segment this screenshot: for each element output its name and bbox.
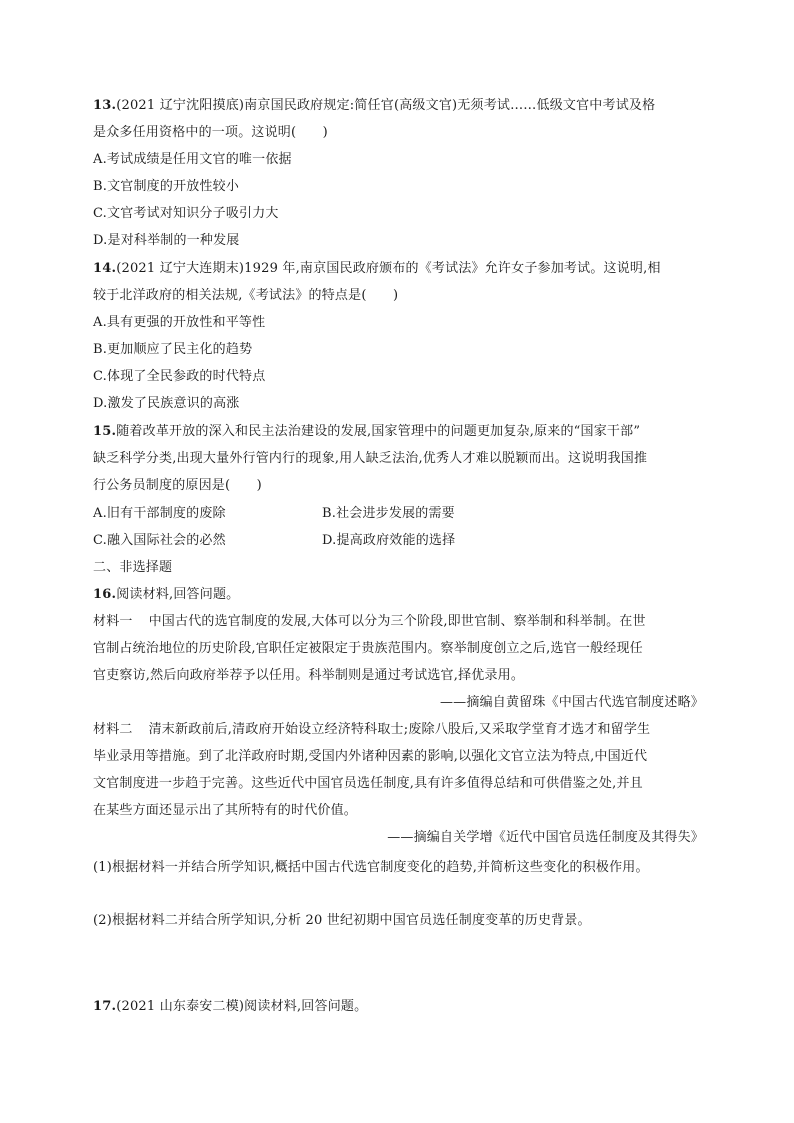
q17-number: 17. <box>93 999 117 1014</box>
q13-stem-line2: 是众多任用资格中的一项。这说明( ) <box>93 125 328 140</box>
q15-options-row1 <box>93 506 703 522</box>
q15-text-line1: 随着改革开放的深入和民主法治建设的发展,国家管理中的问题更加复杂,原来的“国家干部” <box>116 424 641 439</box>
q16-subquestion-1: (1)根据材料一并结合所学知识,概括中国古代选官制度变化的趋势,并简析这些变化的积极作用。 <box>93 860 649 875</box>
q14-text-line1: (2021 辽宁大连期末)1929 年,南京国民政府颁布的《考试法》允许女子参加考试。这说明,相 <box>116 261 661 276</box>
section-heading-non-choice: 二、非选择题 <box>93 560 173 575</box>
q14-stem-line1 <box>93 261 703 277</box>
q17-text: (2021 山东泰安二模)阅读材料,回答问题。 <box>116 999 368 1014</box>
q15-option-c: C.融入国际社会的必然 <box>93 533 226 548</box>
q16-material1-label: 材料一 <box>93 614 133 629</box>
q16-material1-text1: 中国古代的选官制度的发展,大体可以分为三个阶段,即世官制、察举制和科举制。在世 <box>148 614 646 629</box>
q13-option-a: A.考试成绩是任用文官的唯一依据 <box>93 152 292 167</box>
q16-material1-source: ——摘编自黄留珠《中国古代选官制度述略》 <box>439 695 704 710</box>
q16-number: 16. <box>93 587 117 602</box>
q13-stem-line1 <box>93 98 703 114</box>
q16-material1-line2: 官制占统治地位的历史阶段,官职任定被限定于贵族范围内。察举制度创立之后,选官一般经现任 <box>93 641 643 656</box>
q13-text-line1: (2021 辽宁沈阳摸底)南京国民政府规定:简任官(高级文官)无须考试……低级文官中考试及格 <box>116 98 656 113</box>
q16-material2-line4: 在某些方面还显示出了其所特有的时代价值。 <box>93 803 358 818</box>
q15-stem-line1 <box>93 424 703 440</box>
q16-subquestion-2: (2)根据材料二并结合所学知识,分析 20 世纪初期中国官员选任制度变革的历史背景。 <box>93 913 591 928</box>
q13-number: 13. <box>93 98 117 113</box>
q14-stem-line2: 较于北洋政府的相关法规,《考试法》的特点是( ) <box>93 288 399 303</box>
q15-option-d: D.提高政府效能的选择 <box>322 533 456 548</box>
q16-material1-line3: 官吏察访,然后向政府举荐予以任用。科举制则是通过考试选官,择优录用。 <box>93 668 525 683</box>
q16-material2-source: ——摘编自关学增《近代中国官员选任制度及其得失》 <box>387 830 704 845</box>
q14-number: 14. <box>93 261 117 276</box>
q13-option-c: C.文官考试对知识分子吸引力大 <box>93 206 279 221</box>
q16-material2-line2: 毕业录用等措施。到了北洋政府时期,受国内外诸种因素的影响,以强化文官立法为特点,中国近代 <box>93 749 648 764</box>
q16-stem <box>93 587 703 603</box>
q15-options-row2 <box>93 533 703 549</box>
q14-option-b: B.更加顺应了民主化的趋势 <box>93 342 253 357</box>
q13-option-b: B.文官制度的开放性较小 <box>93 179 240 194</box>
q14-option-c: C.体现了全民参政的时代特点 <box>93 369 266 384</box>
q15-option-b: B.社会进步发展的需要 <box>322 506 455 521</box>
q17-stem <box>93 999 703 1015</box>
q13-option-d: D.是对科举制的一种发展 <box>93 233 240 248</box>
q15-number: 15. <box>93 424 117 439</box>
q14-option-a: A.具有更强的开放性和平等性 <box>93 315 266 330</box>
q14-option-d: D.激发了民族意识的高涨 <box>93 396 240 411</box>
q16-material2-text1: 清末新政前后,清政府开始设立经济特科取士;废除八股后,又采取学堂育才选才和留学生 <box>148 722 651 737</box>
q16-material2-line3: 文官制度进一步趋于完善。这些近代中国官员选任制度,具有许多值得总结和可供借鉴之处,并且 <box>93 776 643 791</box>
q16-intro: 阅读材料,回答问题。 <box>116 587 240 602</box>
q16-material1-line1 <box>93 614 703 630</box>
q16-material2-line1 <box>93 722 703 738</box>
q15-stem-line3: 行公务员制度的原因是( ) <box>93 478 262 493</box>
q15-option-a: A.旧有干部制度的废除 <box>93 506 226 521</box>
q15-stem-line2: 缺乏科学分类,出现大量外行管内行的现象,用人缺乏法治,优秀人才难以脱颖而出。这说明我国推 <box>93 451 648 466</box>
q16-material2-label: 材料二 <box>93 722 133 737</box>
